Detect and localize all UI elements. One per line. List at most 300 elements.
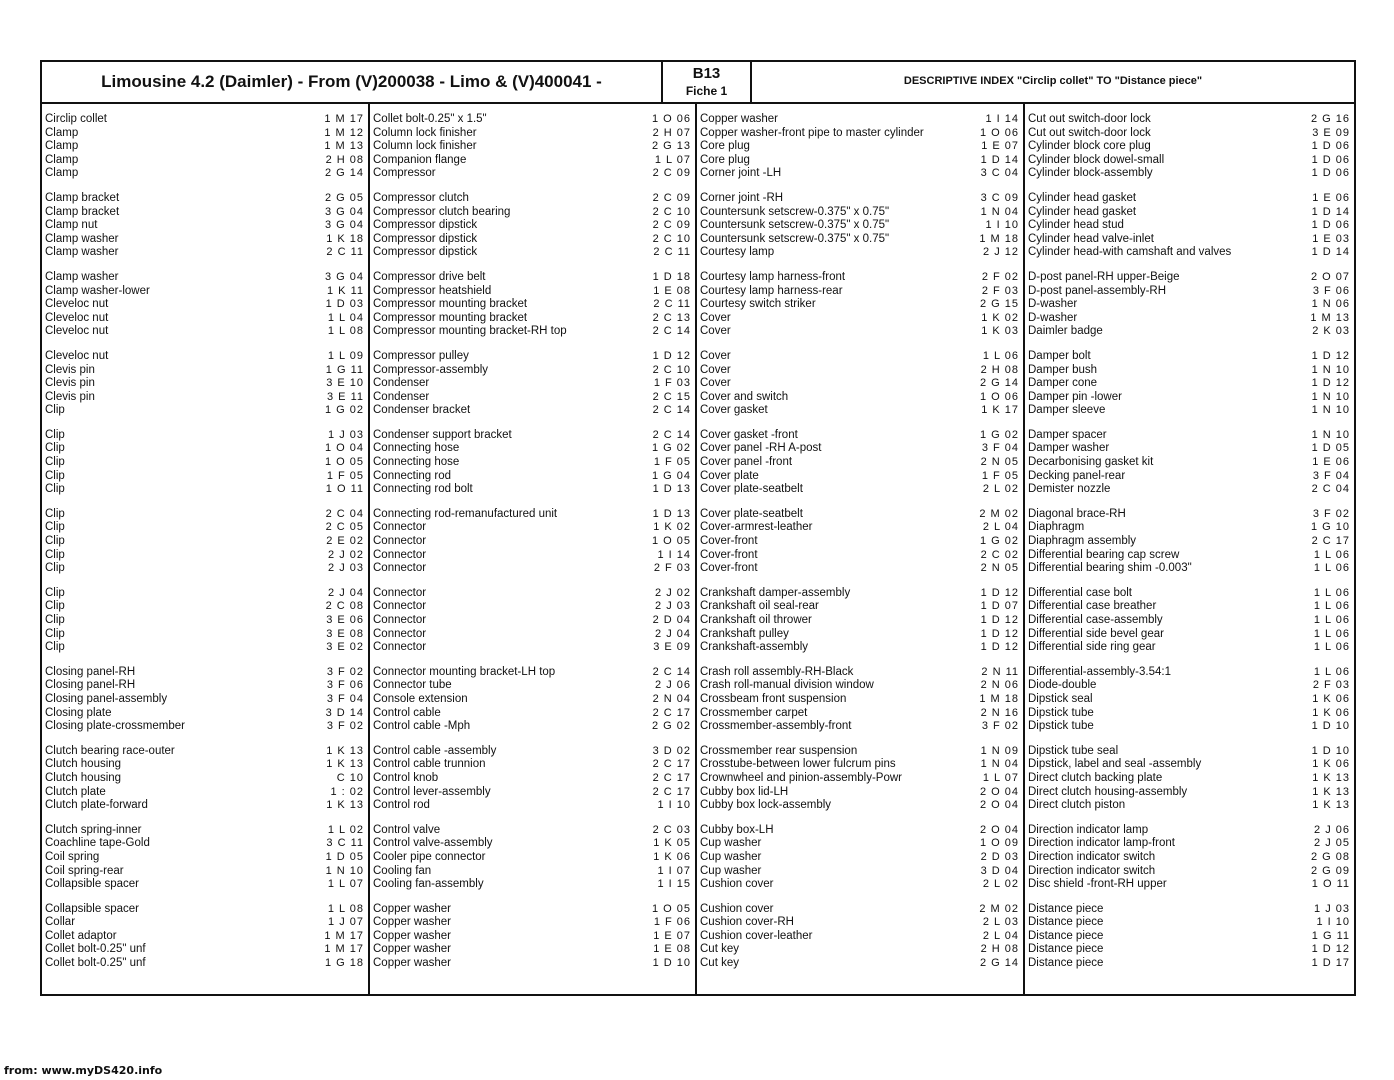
fiche-grid-reference: 3 E 09 [1312,126,1350,139]
part-description: Closing plate-crossmember [45,720,185,733]
index-entry [42,916,368,930]
index-entry [370,865,695,879]
fiche-grid-reference: 1 N 10 [325,864,364,877]
entry-group [42,429,368,497]
index-entry [42,903,368,917]
fiche-grid-reference: 1 E 07 [653,929,691,942]
index-entry [1025,470,1354,484]
part-description: D-washer [1028,311,1078,324]
part-description: Clamp washer [45,246,119,259]
part-description: Direct clutch piston [1028,799,1126,812]
part-description: Clip [45,535,65,548]
fiche-grid-reference: 1 G 02 [979,535,1019,548]
index-entry [42,666,368,680]
entry-group [370,508,695,576]
part-description: Cut key [700,957,739,970]
index-entry [370,404,695,418]
fiche-grid-reference: 2 H 08 [325,153,364,166]
part-description: Direction indicator switch [1028,864,1156,877]
part-description: Cover-front [700,548,758,561]
fiche-grid-reference: 1 I 10 [985,219,1019,232]
fiche-grid-reference: 1 L 06 [1313,562,1350,575]
part-description: Cylinder head gasket [1028,205,1137,218]
fiche-grid-reference: 1 I 14 [657,548,691,561]
index-entry [697,600,1023,614]
part-description: Dipstick tube [1028,720,1094,733]
index-entry [1025,707,1354,721]
part-description: Console extension [373,692,468,705]
index-entry [1025,127,1354,141]
index-entry [42,285,368,299]
fiche-grid-reference: 1 L 07 [982,771,1019,784]
index-entry [1025,799,1354,813]
entry-group [1025,745,1354,813]
part-description: Crankshaft oil seal-rear [700,600,819,613]
fiche-grid-reference: 2 C 11 [326,246,364,259]
fiche-grid-reference: 2 G 14 [324,167,364,180]
index-entry [697,377,1023,391]
part-description: Cover panel -front [700,456,793,469]
fiche-grid-reference: 1 L 02 [327,823,364,836]
part-description: Direction indicator lamp-front [1028,837,1176,850]
part-description: Decking panel-rear [1028,469,1126,482]
part-description: Crankshaft pulley [700,627,789,640]
fiche-grid-reference: 2 O 04 [979,799,1019,812]
fiche-grid-reference: 3 G 04 [324,205,364,218]
index-entry [370,930,695,944]
part-description: Compressor mounting bracket-RH top [373,325,567,338]
fiche-grid-reference: 2 L 04 [982,929,1019,942]
part-description: Compressor dipstick [373,219,478,232]
part-description: Countersunk setscrew-0.375" x 0.75" [700,219,890,232]
part-description: Control valve [373,823,441,836]
part-description: Clip [45,614,65,626]
index-entry [370,271,695,285]
part-description: Damper bush [1028,363,1098,376]
index-entry [697,456,1023,470]
entry-group [42,271,368,339]
fiche-grid-reference: 3 E 11 [327,390,364,403]
index-entry [42,641,368,655]
part-description: Dipstick seal [1028,692,1093,705]
part-description: Courtesy lamp [700,246,775,259]
part-description: Coil spring-rear [45,864,124,877]
part-description: Cover plate-seatbelt [700,483,803,496]
part-description: Control cable -Mph [373,720,471,733]
index-entry [370,628,695,642]
part-description: Clip [45,562,65,575]
fiche-grid-reference: 2 G 09 [1310,864,1350,877]
fiche-grid-reference: 2 C 04 [325,507,364,520]
index-entry [370,219,695,233]
fiche-grid-reference: 2 J 12 [983,246,1019,259]
fiche-grid-reference: 1 I 07 [657,864,691,877]
fiche-grid-reference: 1 D 18 [652,270,691,283]
fiche-grid-reference: 2 C 14 [652,428,691,441]
part-description: Clutch bearing race-outer [45,744,175,757]
part-description: Cover-front [700,535,758,548]
part-description: Connector [373,627,427,640]
index-column-4 [1025,104,1354,994]
part-description: Dipstick tube [1028,706,1094,719]
part-description: Compressor dipstick [373,246,478,259]
part-description: Damper washer [1028,442,1110,455]
index-entry [42,127,368,141]
part-description: Cover panel -RH A-post [700,442,822,455]
part-description: Clip [45,641,65,654]
part-description: Clip [45,404,65,417]
index-entry [370,285,695,299]
index-entry [697,285,1023,299]
entry-group [1025,903,1354,971]
index-entry [370,614,695,628]
index-entry [42,865,368,879]
index-entry [697,508,1023,522]
index-entry [1025,298,1354,312]
part-description: Diaphragm assembly [1028,535,1137,548]
entry-group [1025,824,1354,892]
index-entry [1025,140,1354,154]
index-entry [1025,364,1354,378]
index-entry [370,851,695,865]
part-description: Differential case bolt [1028,586,1132,599]
fiche-grid-reference: 2 F 03 [1312,679,1350,692]
entry-group [370,587,695,655]
fiche-grid-reference: 2 J 03 [328,562,364,575]
part-description: Clip [45,442,65,455]
entry-group [42,824,368,892]
fiche-grid-reference: 2 H 08 [980,363,1019,376]
fiche-grid-reference: 1 I 10 [657,799,691,812]
part-description: Courtesy switch striker [700,298,816,311]
index-entry [370,206,695,220]
index-entry [370,377,695,391]
part-description: Copper washer [373,943,451,956]
part-description: Connector [373,614,427,626]
fiche-grid-reference: 1 E 08 [653,284,691,297]
fiche-grid-reference: 1 D 12 [1311,943,1350,956]
part-description: Clutch plate-forward [45,799,148,812]
entry-group [370,271,695,339]
index-entry [1025,865,1354,879]
fiche-grid-reference: 1 O 06 [651,113,691,125]
fiche-grid-reference: 1 N 04 [980,758,1019,771]
fiche-grid-reference: 1 F 05 [653,456,691,469]
part-description: Damper spacer [1028,428,1107,441]
entry-group [42,903,368,971]
source-footer: from: www.myDS420.info [4,1064,163,1077]
index-entry [1025,824,1354,838]
fiche-grid-reference: 3 G 04 [324,219,364,232]
fiche-grid-reference: 2 M 02 [979,902,1019,915]
entry-group [370,666,695,734]
fiche-grid-reference: 2 D 04 [652,614,691,626]
fiche-grid-reference: 1 N 10 [1311,428,1350,441]
part-description: Clip [45,521,65,534]
part-description: Clamp [45,167,79,180]
fiche-grid-reference: 1 G 04 [651,469,691,482]
fiche-grid-reference: 1 O 06 [979,126,1019,139]
part-description: Compressor dipstick [373,232,478,245]
index-entry [370,246,695,260]
fiche-grid-reference: 3 G 04 [324,270,364,283]
index-entry [697,772,1023,786]
part-description: Clip [45,600,65,613]
part-description: Cushion cover-RH [700,916,794,929]
index-entry [697,219,1023,233]
index-entry [1025,233,1354,247]
part-description: Differential-assembly-3.54:1 [1028,665,1171,678]
fiche-grid-reference: 2 J 06 [655,679,691,692]
part-description: Differential case-assembly [1028,614,1163,626]
part-description: Cubby box lid-LH [700,785,789,798]
fiche-grid-reference: 2 N 11 [981,665,1019,678]
index-entry [42,391,368,405]
fiche-grid-reference: 3 F 02 [326,665,364,678]
index-entry [1025,442,1354,456]
part-description: Crankshaft damper-assembly [700,586,851,599]
part-description: Cylinder block-assembly [1028,167,1153,180]
fiche-grid-reference: 1 J 03 [1314,902,1350,915]
part-description: Clip [45,507,65,520]
fiche-grid-reference: 2 C 10 [652,232,691,245]
index-entry [697,429,1023,443]
fiche-grid-reference: 2 J 04 [328,586,364,599]
fiche-grid-reference: 1 N 10 [1311,404,1350,417]
fiche-grid-reference: 1 F 06 [653,916,691,929]
index-entry [1025,271,1354,285]
index-entry [42,851,368,865]
part-description: Damper pin -lower [1028,390,1122,403]
entry-group [42,350,368,418]
fiche-grid-reference: 2 F 02 [981,270,1019,283]
index-entry [42,957,368,971]
index-entry [697,140,1023,154]
index-entry [1025,285,1354,299]
part-description: Condenser bracket [373,404,471,417]
fiche-grid-reference: 1 F 05 [326,469,364,482]
index-column-1 [42,104,370,994]
part-description: Clip [45,456,65,469]
part-description: Cubby box lock-assembly [700,799,832,812]
index-entry [1025,456,1354,470]
part-description: Compressor-assembly [373,363,489,376]
fiche-code-box [663,62,752,102]
fiche-grid-reference: 2 C 14 [652,404,691,417]
entry-group [370,745,695,813]
fiche-grid-reference: 1 O 05 [651,902,691,915]
part-description: Distance piece [1028,957,1104,970]
fiche-grid-reference: 2 D 03 [980,850,1019,863]
index-entry [1025,404,1354,418]
index-entry [697,535,1023,549]
fiche-grid-reference: 2 J 04 [655,627,691,640]
fiche-grid-reference: 1 D 10 [1311,744,1350,757]
index-entry [1025,600,1354,614]
fiche-grid-reference: 2 J 02 [328,548,364,561]
fiche-grid-reference: 3 D 02 [652,744,691,757]
index-entry [42,113,368,127]
entry-group [370,903,695,971]
fiche-grid-reference: 2 C 17 [652,771,691,784]
index-entry [697,930,1023,944]
part-description: Closing panel-RH [45,665,136,678]
index-entry [1025,614,1354,628]
part-description: Connector [373,548,427,561]
index-entry [697,325,1023,339]
index-entry [42,377,368,391]
fiche-grid-reference: 2 G 02 [651,720,691,733]
part-description: Connecting hose [373,442,460,455]
part-description: Clamp washer [45,232,119,245]
fiche-grid-reference: 2 C 17 [1311,535,1350,548]
part-description: Closing panel-assembly [45,692,168,705]
index-entry [42,679,368,693]
fiche-grid-reference: 1 D 13 [652,483,691,496]
fiche-grid-reference: 1 L 07 [327,878,364,891]
part-description: Cut out switch-door lock [1028,126,1151,139]
entry-group [1025,350,1354,418]
index-entry [42,707,368,721]
fiche-grid-reference: 2 C 14 [652,325,691,338]
part-description: Direct clutch housing-assembly [1028,785,1188,798]
fiche-grid-reference: 1 K 02 [981,311,1019,324]
fiche-grid-reference: 1 K 06 [1312,692,1350,705]
part-description: Damper cone [1028,377,1098,390]
part-description: Compressor clutch [373,191,469,204]
index-entry [42,878,368,892]
fiche-grid-reference: 2 C 14 [652,665,691,678]
fiche-grid-reference: 2 C 17 [652,706,691,719]
index-entry [370,837,695,851]
entry-group [1025,666,1354,734]
fiche-grid-reference: 1 J 03 [328,428,364,441]
part-description: Crossmember rear suspension [700,744,858,757]
index-entry [370,298,695,312]
fiche-grid-reference: 3 E 08 [326,627,364,640]
fiche-grid-reference: 1 D 10 [652,957,691,970]
fiche-grid-reference: 1 E 07 [981,140,1019,153]
fiche-grid-reference: 1 O 05 [651,535,691,548]
fiche-grid-reference: 1 E 06 [1312,456,1350,469]
part-description: Compressor [373,167,436,180]
fiche-grid-reference: 3 E 06 [326,614,364,626]
index-entry [370,350,695,364]
part-description: Crankshaft oil thrower [700,614,812,626]
index-entry [697,587,1023,601]
part-description: Cover plate [700,469,759,482]
fiche-grid-reference: 1 E 06 [1312,191,1350,204]
fiche-grid-reference: 1 I 10 [1316,916,1350,929]
part-description: Clip [45,548,65,561]
index-entry [697,666,1023,680]
part-description: Direction indicator switch [1028,850,1156,863]
part-description: Clevis pin [45,390,95,403]
fiche-grid-reference: 1 N 09 [980,744,1019,757]
index-entry [370,192,695,206]
part-description: Connector tube [373,679,452,692]
part-description: Clip [45,428,65,441]
index-entry [697,916,1023,930]
index-entry [697,641,1023,655]
index-entry [370,943,695,957]
index-entry [697,391,1023,405]
fiche-grid-reference: 1 M 17 [324,113,364,125]
index-entry [42,167,368,181]
part-description: Compressor drive belt [373,270,486,283]
part-description: Collet bolt-0.25" x 1.5" [373,113,487,125]
entry-group [42,587,368,655]
entry-group [370,113,695,181]
index-entry [370,786,695,800]
fiche-grid-reference: 1 K 06 [1312,706,1350,719]
index-entry [697,786,1023,800]
part-description: Damper sleeve [1028,404,1106,417]
fiche-grid-reference: 1 D 06 [1311,219,1350,232]
index-entry [697,903,1023,917]
fiche-grid-reference: 2 J 02 [655,586,691,599]
part-description: Direction indicator lamp [1028,823,1149,836]
index-entry [1025,192,1354,206]
fiche-grid-reference: 3 C 04 [980,167,1019,180]
fiche-grid-reference: 3 E 10 [326,377,364,390]
fiche-grid-reference: 1 L 07 [654,153,691,166]
index-entry [697,943,1023,957]
part-description: Cover [700,311,731,324]
fiche-grid-reference: 2 J 05 [1314,837,1350,850]
fiche-grid-reference: 2 L 02 [982,483,1019,496]
part-description: Courtesy lamp harness-front [700,270,846,283]
index-entry [370,772,695,786]
fiche-grid-reference: 3 D 14 [325,706,364,719]
part-description: Clamp washer-lower [45,284,150,297]
fiche-grid-reference: 1 M 17 [324,929,364,942]
entry-group [42,113,368,181]
part-description: Compressor mounting bracket [373,298,528,311]
index-entry [1025,930,1354,944]
part-description: Connecting rod-remanufactured unit [373,507,558,520]
part-description: Connector [373,521,427,534]
fiche-grid-reference: 1 D 12 [980,641,1019,654]
part-description: Condenser support bracket [373,428,512,441]
index-entry [1025,679,1354,693]
part-description: Clutch spring-inner [45,823,142,836]
part-description: Copper washer [700,113,778,125]
fiche-grid-reference: 1 K 13 [326,758,364,771]
index-entry [1025,562,1354,576]
part-description: Differential side ring gear [1028,641,1156,654]
index-entry [370,167,695,181]
index-entry [1025,641,1354,655]
index-entry [370,154,695,168]
fiche-grid-reference: 2 C 08 [325,600,364,613]
fiche-grid-reference: 1 G 02 [651,442,691,455]
fiche-grid-reference: 2 N 06 [980,679,1019,692]
part-description: Connector [373,535,427,548]
part-description: Clevis pin [45,363,95,376]
fiche-grid-reference: 1 D 17 [1311,957,1350,970]
index-entry [42,206,368,220]
part-description: Compressor pulley [373,349,469,362]
fiche-grid-reference: 2 J 06 [1314,823,1350,836]
index-entry [42,628,368,642]
index-entry [1025,916,1354,930]
index-entry [370,312,695,326]
index-entry [370,456,695,470]
fiche-grid-reference: 2 M 02 [979,507,1019,520]
index-entry [370,666,695,680]
part-description: Clamp bracket [45,191,120,204]
